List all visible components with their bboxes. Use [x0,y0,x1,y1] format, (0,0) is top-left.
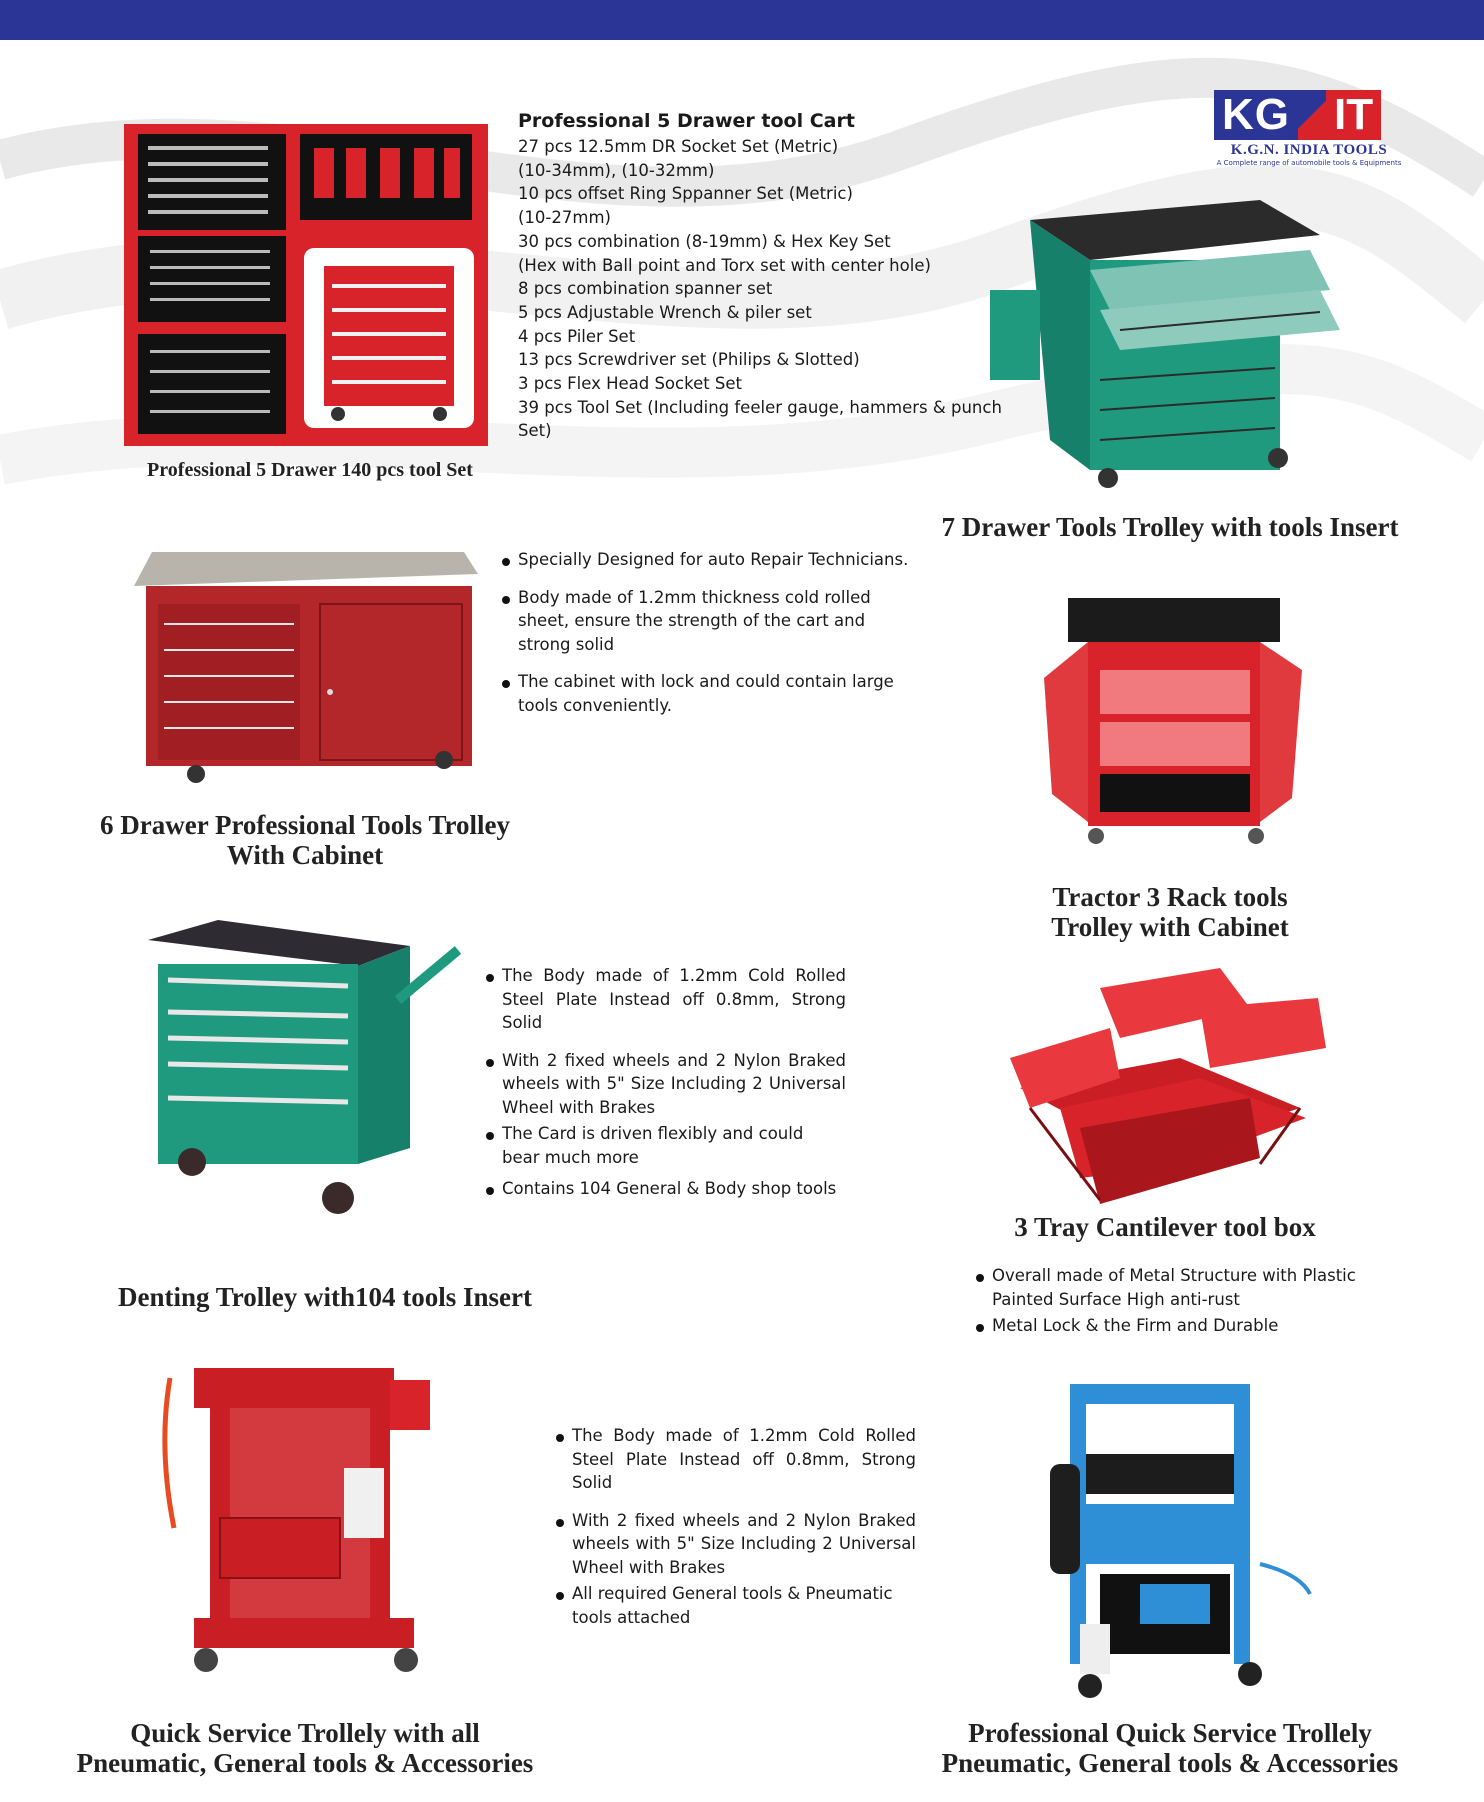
quick-service-red-trolley-image [154,1368,454,1680]
spec-line: 3 pcs Flex Head Socket Set [518,374,743,394]
product1-spec-block [518,110,1018,443]
professional-blue-trolley-image [1030,1374,1320,1706]
bullet-item: The Body made of 1.2mm Cold Rolled Steel Plate Instead off 0.8mm, Strong Solid [556,1424,916,1495]
tractor-rack-trolley-image [1044,598,1310,848]
bullet-item: Contains 104 General & Body shop tools [486,1177,846,1201]
bullet-item: The cabinet with lock and could contain large tools conveniently. [502,670,922,717]
spec-line: 27 pcs 12.5mm DR Socket Set (Metric) [518,137,839,156]
product3-caption-line1: 6 Drawer Professional Tools Trolley [99,810,510,840]
spec-line: (10-34mm), (10-32mm) [518,160,715,180]
bullet-item: With 2 fixed wheels and 2 Nylon Braked wheels with 5" Size Including 2 Universal Wheel with Brakes [556,1509,916,1580]
product4-caption-line1: Tractor 3 Rack tools [1052,882,1288,912]
spec-line: 4 pcs Piler Set [518,326,636,346]
product5-bullets [486,964,846,1204]
product7-bullets [556,1424,916,1632]
logo-kg-text: KG [1214,90,1298,140]
product1-spec-title: Professional 5 Drawer tool Cart [518,110,855,132]
logo-it-text: IT [1326,90,1381,140]
spec-line: 5 pcs Adjustable Wrench & piler set [518,302,812,322]
bullet-item: Body made of 1.2mm thickness cold rolled sheet, ensure the strength of the cart and strong solid [502,586,922,657]
product2-caption: 7 Drawer Tools Trolley with tools Insert [941,512,1399,542]
seven-drawer-trolley-image [990,190,1340,490]
spec-line: (10-27mm) [518,208,611,228]
product3-bullets [502,548,922,727]
bullet-item: With 2 fixed wheels and 2 Nylon Braked wheels with 5" Size Including 2 Universal Wheel with Brakes [486,1049,846,1120]
bullet-item: Specially Designed for auto Repair Technicians. [502,548,922,572]
product8-caption [900,1718,1440,1778]
product4-caption [960,882,1380,942]
product6-caption: 3 Tray Cantilever tool box [1014,1212,1316,1242]
product1-caption: Professional 5 Drawer 140 pcs tool Set [147,459,473,481]
product6-bullets [976,1264,1396,1341]
product7-caption [50,1718,560,1778]
product8-caption-line2: Pneumatic, General tools & Accessories [941,1748,1399,1778]
product3-caption-line2: With Cabinet [226,840,384,870]
six-drawer-cabinet-image [134,552,480,784]
spec-line: 8 pcs combination spanner set [518,279,773,299]
spec-line: 30 pcs combination (8-19mm) & Hex Key Set [518,231,891,251]
bullet-item: Overall made of Metal Structure with Plastic Painted Surface High anti-rust [976,1264,1396,1311]
cantilever-toolbox-image [1000,968,1326,1204]
product3-caption [60,810,550,870]
spec-line: 39 pcs Tool Set (Including feeler gauge, hammers & punch Set) [518,397,1002,441]
spec-line: 13 pcs Screwdriver set (Philips & Slotted) [518,350,860,370]
bullet-item: Metal Lock & the Firm and Durable [976,1314,1396,1338]
product7-caption-line1: Quick Service Trollely with all [130,1718,480,1748]
brand-tagline: A Complete range of automobile tools & Equipments [1216,159,1402,167]
spec-line: 10 pcs offset Ring Sppanner Set (Metric) [518,184,853,204]
brand-name: K.G.N. INDIA TOOLS [1230,142,1388,158]
bullet-item: The Body made of 1.2mm Cold Rolled Steel Plate Instead off 0.8mm, Strong Solid [486,964,846,1035]
bullet-item: All required General tools & Pneumatic tools attached [556,1582,916,1629]
product5-caption: Denting Trolley with104 tools Insert [117,1282,532,1312]
denting-trolley-image [148,920,468,1220]
product7-caption-line2: Pneumatic, General tools & Accessories [76,1748,534,1778]
product8-caption-line1: Professional Quick Service Trollely [968,1718,1372,1748]
top-banner-bar [0,0,1484,40]
product4-caption-line2: Trolley with Cabinet [1051,912,1289,942]
bullet-item: The Card is driven flexibly and could bear much more [486,1122,846,1169]
brand-logo [1214,90,1404,167]
spec-line: (Hex with Ball point and Torx set with center hole) [518,255,931,275]
tool-set-image [124,124,488,446]
logo-n-mark [1298,90,1326,140]
